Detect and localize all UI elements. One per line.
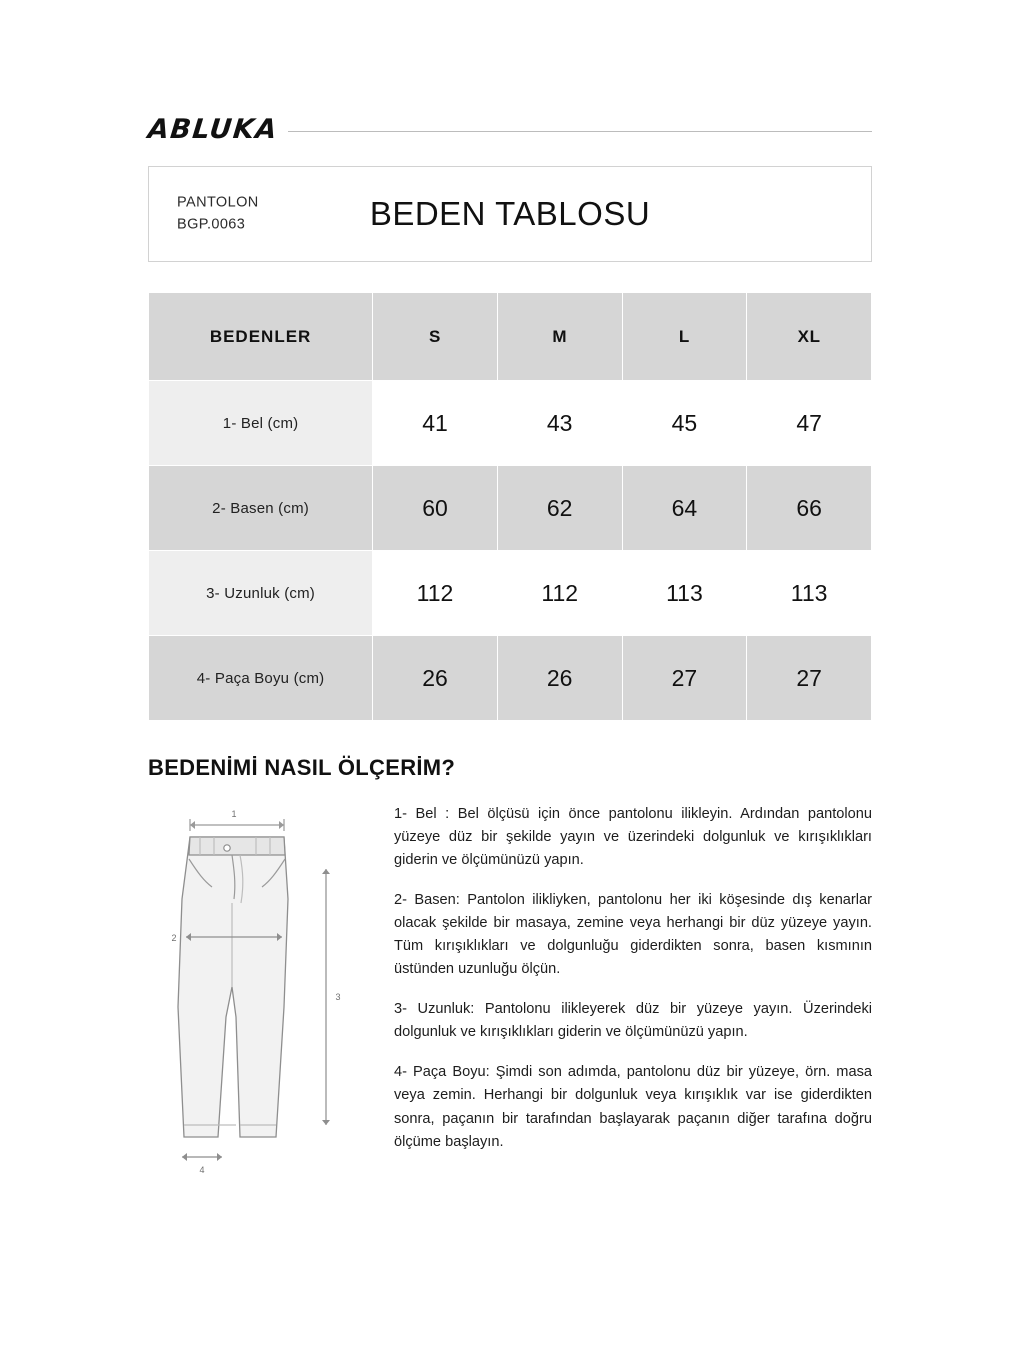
howto-body [148,803,872,1212]
table-body [149,381,872,721]
table-row [149,551,872,636]
table-row [149,636,872,721]
row-label-basen: 2- Basen (cm) [149,466,373,551]
cell-bel-l: 45 [622,381,747,466]
brand-header [148,0,872,146]
table-row [149,381,872,466]
abluka-logo: ABLUKA [146,113,280,145]
cell-uzunluk-s: 112 [373,551,498,636]
title-box [148,166,872,262]
row-label-uzunluk: 3- Uzunluk (cm) [149,551,373,636]
size-table [148,292,872,721]
cell-paca-l: 27 [622,636,747,721]
cell-basen-s: 60 [373,466,498,551]
cell-basen-m: 62 [497,466,622,551]
diagram-label-1: 1 [231,809,237,819]
row-label-bel: 1- Bel (cm) [149,381,373,466]
cell-bel-s: 41 [373,381,498,466]
diagram-label-2: 2 [171,933,177,943]
instruction-step-2: 2- Basen: Pantolon ilikliyken, pantolonu her iki köşesinde dış kenarlar olacak şekilde bir masaya, zemine veya herhangi bir düz yüzeye yayın. Tüm kırışıklıkları ve dolgunluğu giderdikten sonra, basen kısmının üstünden uzunluğu ölçün. [394,892,872,978]
cell-paca-m: 26 [497,636,622,721]
cell-paca-s: 26 [373,636,498,721]
cell-uzunluk-l: 113 [622,551,747,636]
cell-bel-m: 43 [497,381,622,466]
product-meta [177,192,259,236]
cell-basen-xl: 66 [747,466,872,551]
howto-title: BEDENİMİ NASIL ÖLÇERİM? [148,755,456,780]
instruction-step-1: 1- Bel : Bel ölçüsü için önce pantolonu ilikleyin. Ardından pantolonu yüzeye düz bir şekilde yayın ve üzerindeki dolgunluk ve kırışıklıkları giderin ve ölçümünüzü yapın. [394,806,872,869]
row-label-paca-boyu: 4- Paça Boyu (cm) [149,636,373,721]
product-category: PANTOLON [177,194,259,211]
diagram-label-4: 4 [199,1165,205,1175]
trousers-diagram [148,803,368,1212]
column-header-m: M [497,293,622,381]
cell-uzunluk-m: 112 [497,551,622,636]
header-divider [288,131,872,132]
column-header-l: L [622,293,747,381]
cell-bel-xl: 47 [747,381,872,466]
cell-paca-xl: 27 [747,636,872,721]
instruction-step-4: 4- Paça Boyu: Şimdi son adımda, pantolonu düz bir yüzeye, örn. masa veya zemin. Herhangi bir dolgunluk veya kırışıklık var ise giderdikten sonra, paçanın bir tarafından başlayarak paçanın diğer tarafına doğru ölçüme başlayın. [394,1064,872,1150]
column-header-s: S [373,293,498,381]
product-code: BGP.0063 [177,216,246,232]
diagram-label-3: 3 [335,992,341,1002]
table-header-row [149,293,872,381]
page-title: BEDEN TABLOSU [369,195,651,232]
measurement-instructions [368,803,872,1154]
table-row [149,466,872,551]
table-head [149,293,872,381]
trousers-illustration-icon [148,807,368,1207]
instruction-step-3: 3- Uzunluk: Pantolonu ilikleyerek düz bir yüzeye yayın. Üzerindeki dolgunluk ve kırışıklıkları giderin ve ölçümünüzü yapın. [394,1001,872,1041]
cell-basen-l: 64 [622,466,747,551]
column-header-xl: XL [747,293,872,381]
column-header-bedenler: BEDENLER [149,293,373,381]
cell-uzunluk-xl: 113 [747,551,872,636]
